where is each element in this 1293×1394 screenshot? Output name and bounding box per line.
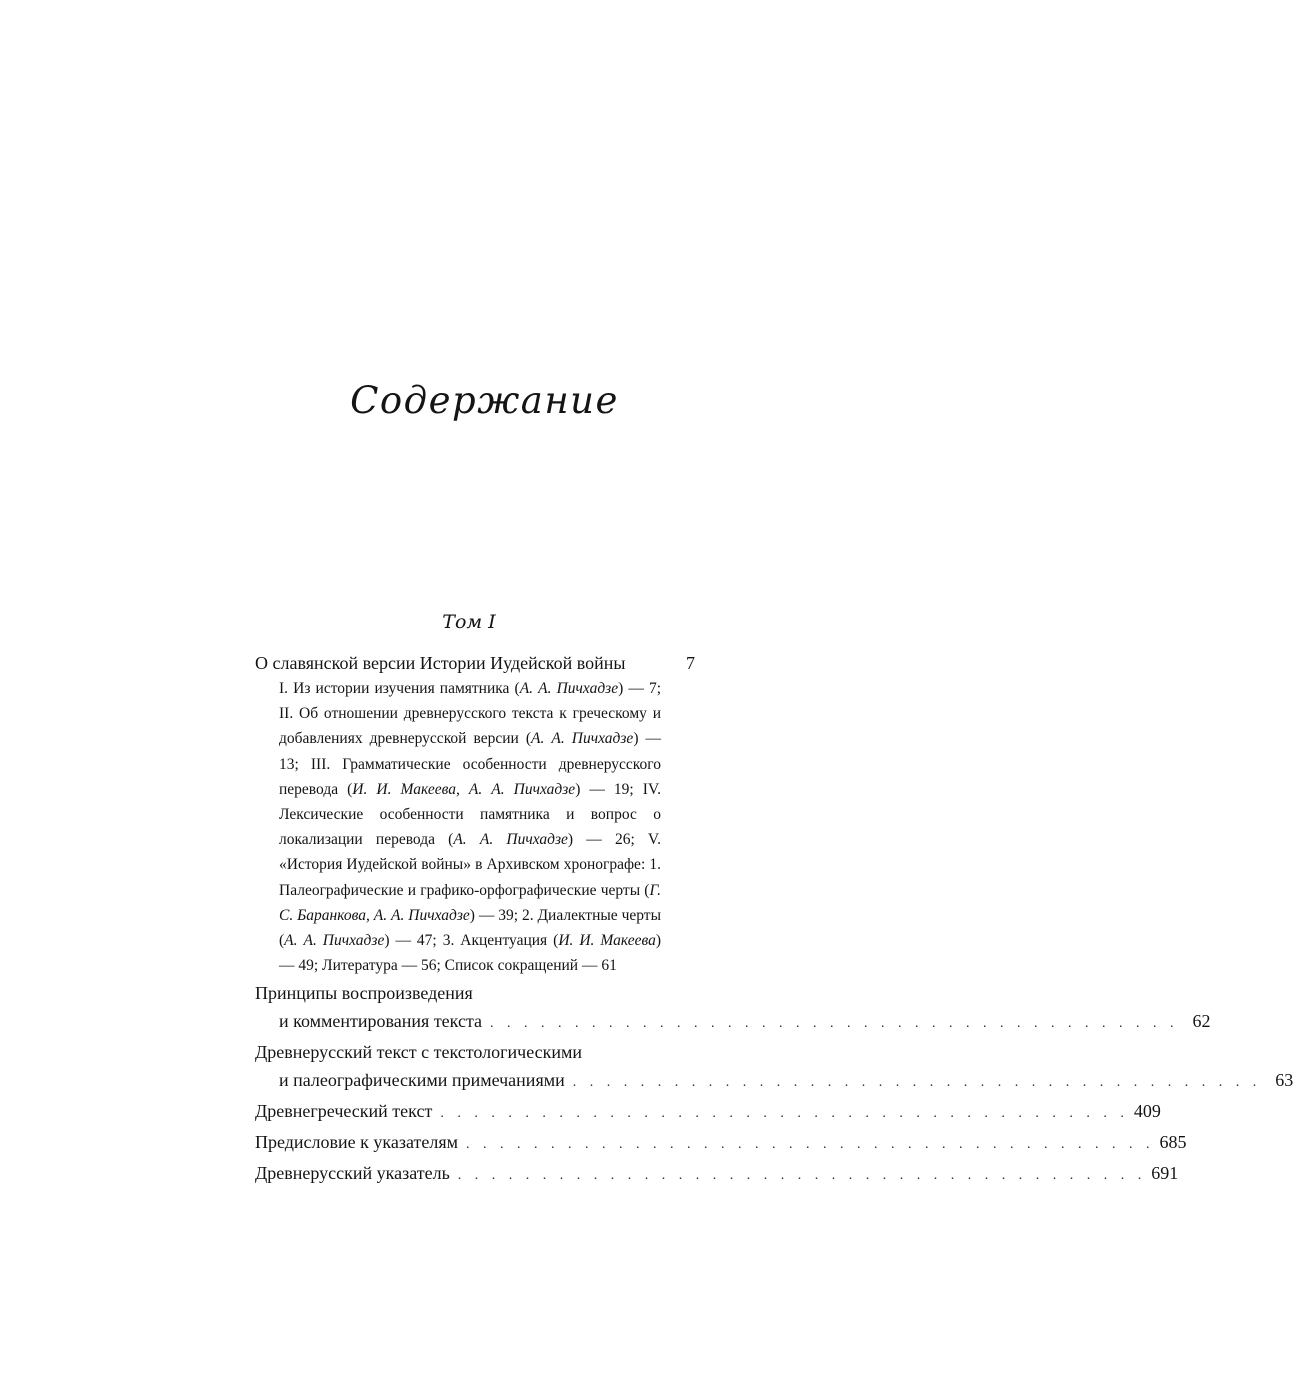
toc-entry bbox=[255, 649, 695, 978]
details-text: ) — 13; III. Грамматические особенности древнерусского перевода ( bbox=[279, 730, 662, 798]
toc-entry-line bbox=[255, 979, 695, 1007]
toc-entry-title: Древнерусский текст с текстологическими bbox=[255, 1042, 583, 1063]
dot-leader: . . . . . . . . . . . . . . . . . . . . . . . . . . . . . . . . . . . . . . . . . bbox=[440, 1106, 1129, 1122]
toc-entry bbox=[255, 979, 1211, 1038]
volume-title: Том I bbox=[442, 611, 496, 633]
toc-entry-page: 62 bbox=[1192, 1011, 1211, 1032]
dot-leader: . . . . . . . . . . . . . . . . . . . . . . . . . . . . . . . . . . . . . . . . . bbox=[465, 1137, 1155, 1153]
toc-entry-title: Древнерусский указатель bbox=[255, 1163, 450, 1184]
details-author: И. И. Макеева, А. А. Пичхадзе bbox=[352, 780, 576, 798]
toc-entry-line bbox=[255, 1066, 1293, 1097]
toc-entry-page: 691 bbox=[1151, 1163, 1179, 1184]
details-text: ) — 26; V. «История Иудейской войны» в Архивском хронографе: 1. Палеографические и графико-орфографические черты ( bbox=[279, 831, 662, 899]
details-text: ) — 39; 2. Диалектные черты ( bbox=[279, 906, 661, 950]
toc-entry bbox=[255, 1097, 1161, 1128]
details-author: И. И. Макеева bbox=[558, 932, 656, 950]
page-title: Содержание bbox=[350, 379, 619, 422]
dot-leader: . . . . . . . . . . . . . . . . . . . . . . . . . . . . . . . . . . . . . . . . . bbox=[490, 1016, 1179, 1032]
dot-leader: . . . . . . . . . . . . . . . . . . . . . . . . . . . . . . . . . . . . . . . . . bbox=[572, 1075, 1262, 1091]
details-author: А. А. Пичхадзе bbox=[531, 730, 634, 748]
toc-entry-page: 685 bbox=[1159, 1132, 1187, 1153]
dot-leader: . . . . . . . . . . . . . . . . . . . . . . . . . . . . . . . . . . . . . . . . . bbox=[457, 1168, 1147, 1184]
details-author: А. А. Пичхадзе bbox=[284, 932, 385, 950]
details-author: Г. С. Баранкова, А. А. Пичхадзе bbox=[279, 881, 661, 924]
details-author: А. А. Пичхадзе bbox=[453, 831, 568, 849]
toc-entry-title: О славянской версии Истории Иудейской войны bbox=[255, 653, 626, 673]
toc-entry-page: 409 bbox=[1133, 1101, 1161, 1122]
toc-entry-line bbox=[255, 1007, 1211, 1038]
details-text: I. Из истории изучения памятника ( bbox=[279, 680, 520, 697]
details-text: ) — 49; Литература — 56; Список сокращений — 61 bbox=[279, 932, 662, 975]
toc-entry bbox=[255, 1038, 1293, 1097]
toc-entry bbox=[255, 1128, 1187, 1159]
details-text: ) — 47; 3. Акцентуация ( bbox=[384, 932, 559, 950]
toc-entry bbox=[255, 1159, 1179, 1190]
details-text: ) — 19; IV. Лексические особенности памятника и вопрос о локализации перевода ( bbox=[279, 780, 662, 849]
toc-entry-details bbox=[279, 676, 661, 978]
table-of-contents bbox=[255, 649, 1293, 1190]
toc-entry-title: Принципы воспроизведения bbox=[255, 983, 473, 1004]
toc-entry-title: Древнегреческий текст bbox=[255, 1101, 433, 1122]
toc-entry-line bbox=[255, 649, 695, 677]
toc-entry-title-continued: и палеографическими примечаниями bbox=[279, 1070, 565, 1091]
details-text: ) — 7; II. Об отношении древнерусского текста к греческому и добавлениях древнерусской версии ( bbox=[279, 680, 662, 748]
toc-entry-page: 7 bbox=[686, 653, 695, 673]
toc-entry-title-continued: и комментирования текста bbox=[279, 1011, 483, 1032]
toc-entry-title: Предисловие к указателям bbox=[255, 1132, 458, 1153]
details-author: А. А. Пичхадзе bbox=[519, 680, 619, 697]
toc-entry-page: 63 bbox=[1275, 1070, 1293, 1091]
toc-entry-line bbox=[255, 1038, 695, 1066]
